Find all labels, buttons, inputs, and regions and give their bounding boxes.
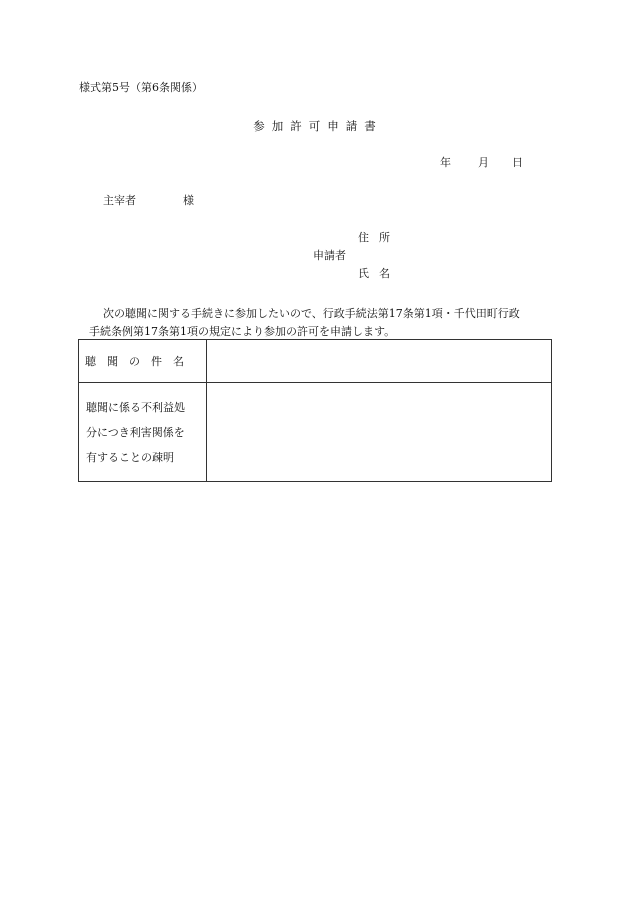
interest-label-line-1: 聴聞に係る不利益処 (86, 400, 185, 414)
body-line-2: 手続条例第17条第1項の規定により参加の許可を申請します。 (89, 325, 396, 338)
date-year-label: 年 (440, 156, 451, 169)
body-line-1: 次の聴聞に関する手続きに参加したいので、行政手続法第17条第1項・千代田町行政 (103, 307, 520, 320)
table-row (79, 340, 552, 383)
date-month-label: 月 (478, 156, 489, 169)
form-number: 様式第5号（第6条関係） (79, 81, 203, 94)
interest-label-line-2: 分につき利害関係を (86, 425, 185, 439)
document-title: 参加許可申請書 (253, 119, 383, 133)
interest-explanation-label (79, 383, 207, 482)
body-text (89, 305, 559, 341)
table-row (79, 383, 552, 482)
hearing-subject-label: 聴聞の件名 (79, 340, 207, 383)
address-label: 住所 (358, 231, 400, 244)
interest-label-line-3: 有することの疎明 (86, 450, 174, 464)
addressee-honorific: 様 (183, 194, 194, 207)
name-label: 氏名 (358, 267, 400, 280)
hearing-subject-field[interactable] (207, 340, 552, 383)
interest-explanation-field[interactable] (207, 383, 552, 482)
application-table (78, 339, 552, 482)
date-day-label: 日 (512, 156, 523, 169)
addressee-organizer: 主宰者 (103, 194, 136, 207)
applicant-label: 申請者 (313, 249, 346, 262)
